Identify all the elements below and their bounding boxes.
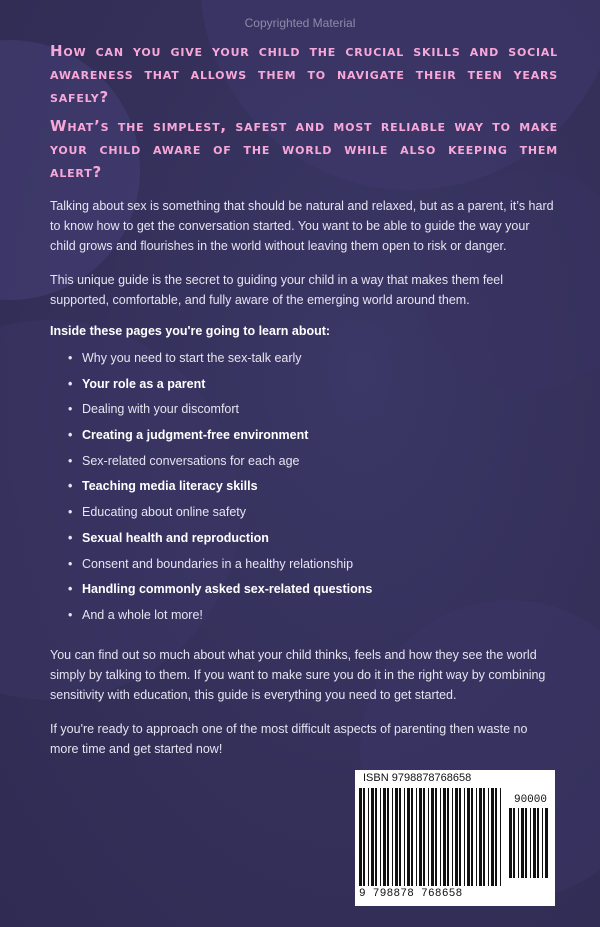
closing-paragraph: You can find out so much about what your child thinks, feels and how they see the world simply by talking to them. If you want to make sure you do it in the right way by combining sensitivity with education, this guide is everything you need to get started. — [50, 647, 546, 702]
barcode-bar — [525, 808, 527, 878]
copyright-watermark: Copyrighted Material — [244, 16, 356, 30]
barcode-bar — [363, 788, 365, 886]
learn-list-item: • Dealing with your discomfort — [68, 399, 558, 425]
learn-list-item: • Why you need to start the sex-talk early — [68, 348, 558, 374]
barcode-bar — [404, 788, 405, 886]
barcode-bar — [435, 788, 437, 886]
barcode-bar — [509, 808, 512, 878]
learn-list-item: • Consent and boundaries in a healthy relationship — [68, 554, 558, 580]
barcode-bar — [375, 788, 377, 886]
barcode-bar — [368, 788, 369, 886]
learn-list-item: • Your role as a parent — [68, 374, 558, 400]
barcode-bar — [443, 788, 446, 886]
barcode-bar — [537, 808, 539, 878]
closing-paragraph: If you're ready to approach one of the most difficult aspects of parenting then waste no more time and get started now! — [50, 721, 528, 756]
learn-list-item: • Creating a judgment-free environment — [68, 425, 558, 451]
barcode-bar — [447, 788, 449, 886]
isbn-barcode-block — [355, 770, 555, 906]
barcode-bar — [395, 788, 398, 886]
barcode-bar — [416, 788, 417, 886]
barcode-bar — [545, 808, 548, 878]
intro-paragraph: Talking about sex is something that should be natural and relaxed, but as a parent, it’s hard to know how to get the conversation started. You want to be able to guide the way your child grows and flourishes in the world without leaving them open to risk or danger. — [50, 199, 554, 253]
barcode-bar — [518, 808, 519, 878]
learn-list-item: • Educating about online safety — [68, 502, 558, 528]
barcode-bar — [392, 788, 393, 886]
barcode-bar — [383, 788, 386, 886]
barcode-bar — [467, 788, 470, 886]
price-barcode-bars — [507, 808, 551, 878]
barcode-bar — [542, 808, 543, 878]
barcode-bar — [491, 788, 494, 886]
learn-list — [50, 348, 558, 631]
barcode-bar — [533, 808, 536, 878]
learn-list-item: • Teaching media literacy skills — [68, 476, 558, 502]
barcode-bar — [476, 788, 477, 886]
barcode-bar — [399, 788, 401, 886]
barcode-bars — [357, 788, 507, 888]
blurb-content — [50, 40, 558, 773]
barcode-bar — [359, 788, 362, 886]
barcode-bar — [521, 808, 524, 878]
barcode-bar — [483, 788, 485, 886]
learn-list-item: • Handling commonly asked sex-related questions — [68, 579, 558, 605]
barcode-bar — [455, 788, 458, 886]
barcode-bar — [530, 808, 531, 878]
barcode-bar — [440, 788, 441, 886]
barcode-bar — [380, 788, 381, 886]
headline-question: How can you give your child the crucial skills and social awareness that allows them to navigate their teen years safely? — [50, 42, 558, 106]
intro-paragraph: This unique guide is the secret to guiding your child in a way that makes them feel supported, comfortable, and fully aware of the emerging world around them. — [50, 273, 504, 307]
barcode-bar — [407, 788, 410, 886]
learn-heading: Inside these pages you're going to learn about: — [50, 324, 331, 338]
barcode-bar — [471, 788, 473, 886]
barcode-bar — [428, 788, 429, 886]
barcode-bar — [423, 788, 425, 886]
learn-list-item: • Sexual health and reproduction — [68, 528, 558, 554]
barcode-bar — [452, 788, 453, 886]
barcode-bar — [419, 788, 422, 886]
barcode-bar — [513, 808, 515, 878]
barcode-bar — [371, 788, 374, 886]
barcode-bar — [431, 788, 434, 886]
isbn-digits: 9 798878 768658 — [359, 888, 463, 900]
barcode-bar — [387, 788, 389, 886]
price-code: 90000 — [513, 794, 547, 806]
learn-list-item: • And a whole lot more! — [68, 605, 558, 631]
barcode-bar — [464, 788, 465, 886]
barcode-bar — [479, 788, 482, 886]
barcode-bar — [459, 788, 461, 886]
learn-list-item: • Sex-related conversations for each age — [68, 451, 558, 477]
isbn-label: ISBN 9798878768658 — [363, 772, 472, 784]
headline-question: What’s the simplest, safest and most reliable way to make your child aware of the world while also keeping them alert? — [50, 117, 558, 181]
barcode-bar — [495, 788, 497, 886]
barcode-bar — [500, 788, 501, 886]
barcode-bar — [411, 788, 413, 886]
barcode-bar — [488, 788, 489, 886]
